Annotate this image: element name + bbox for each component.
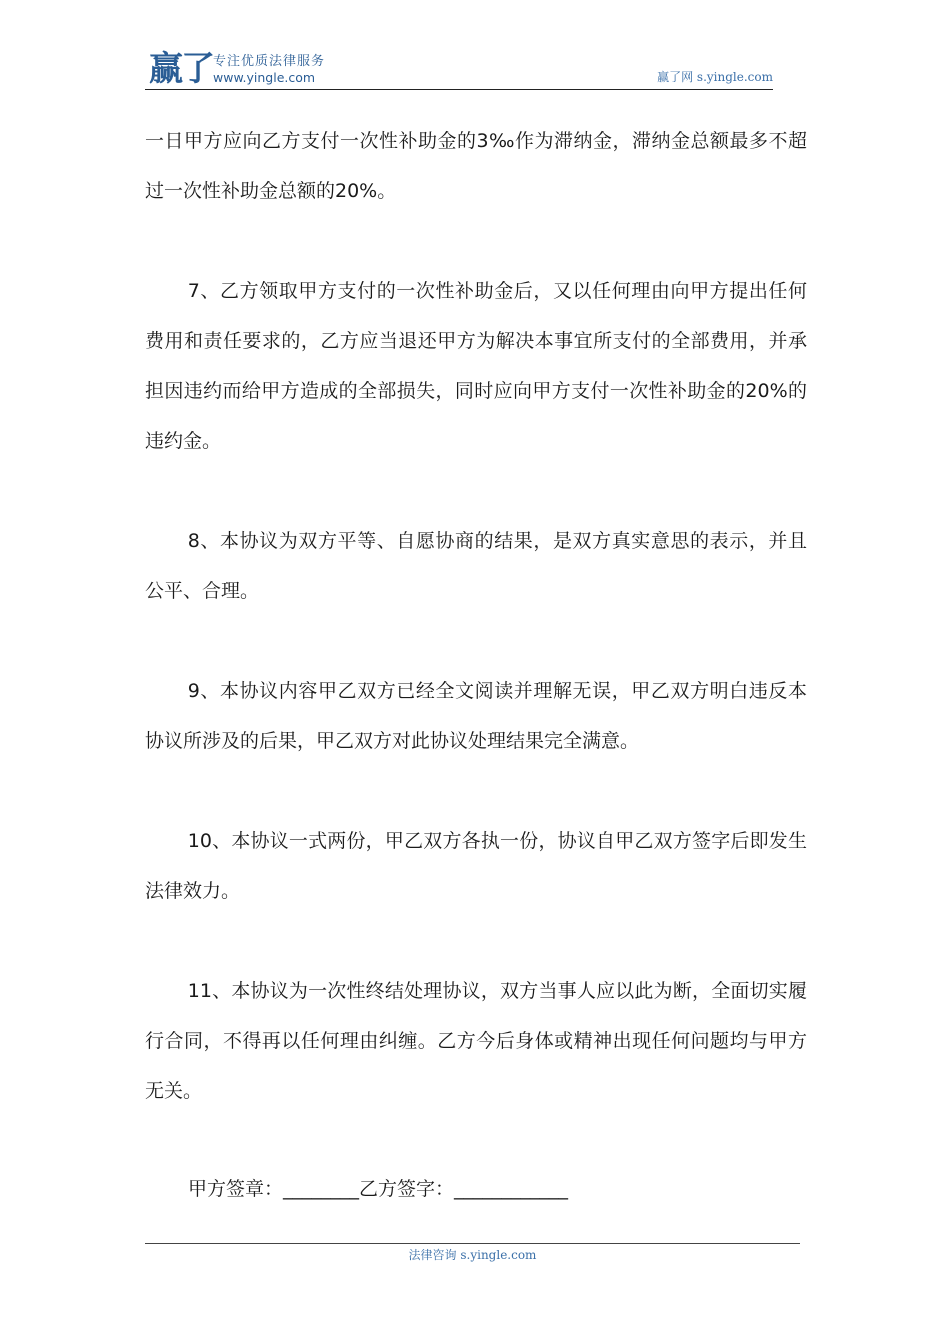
clause-7: 7、乙方领取甲方支付的一次性补助金后，又以任何理由向甲方提出任何费用和责任要求的，乙方应当退还甲方为解决本事宜所支付的全部费用，并承担因违约而给甲方造成的全部损失，同时应向甲方支付一次性补助金的20%的违约金。 <box>145 280 807 452</box>
header-site-link[interactable]: 赢了网 s.yingle.com <box>657 70 773 84</box>
signature-line: 甲方签章：________乙方签字：____________ <box>188 1178 569 1200</box>
logo-slogan: 专注优质法律服务 <box>213 54 326 69</box>
footer-link[interactable]: 法律咨询 s.yingle.com <box>408 1248 537 1262</box>
logo-mark: 赢了 <box>149 49 213 89</box>
yingle-logo[interactable] <box>145 48 385 90</box>
page-header <box>145 48 773 90</box>
header-divider <box>145 89 773 90</box>
clause-8: 8、本协议为双方平等、自愿协商的结果，是双方真实意思的表示，并且公平、合理。 <box>145 530 807 602</box>
footer-divider <box>145 1243 800 1244</box>
clause-10: 10、本协议一式两份，甲乙双方各执一份，协议自甲乙双方签字后即发生法律效力。 <box>145 830 807 902</box>
paragraph-continuation: 一日甲方应向乙方支付一次性补助金的3‰作为滞纳金，滞纳金总额最多不超过一次性补助金总额的20%。 <box>145 130 807 202</box>
clause-9: 9、本协议内容甲乙双方已经全文阅读并理解无误，甲乙双方明白违反本协议所涉及的后果，甲乙双方对此协议处理结果完全满意。 <box>145 680 807 752</box>
document-body <box>145 116 807 1116</box>
clause-11: 11、本协议为一次性终结处理协议，双方当事人应以此为断，全面切实履行合同，不得再以任何理由纠缠。乙方今后身体或精神出现任何问题均与甲方无关。 <box>145 980 807 1102</box>
logo-url: www.yingle.com <box>213 70 316 85</box>
